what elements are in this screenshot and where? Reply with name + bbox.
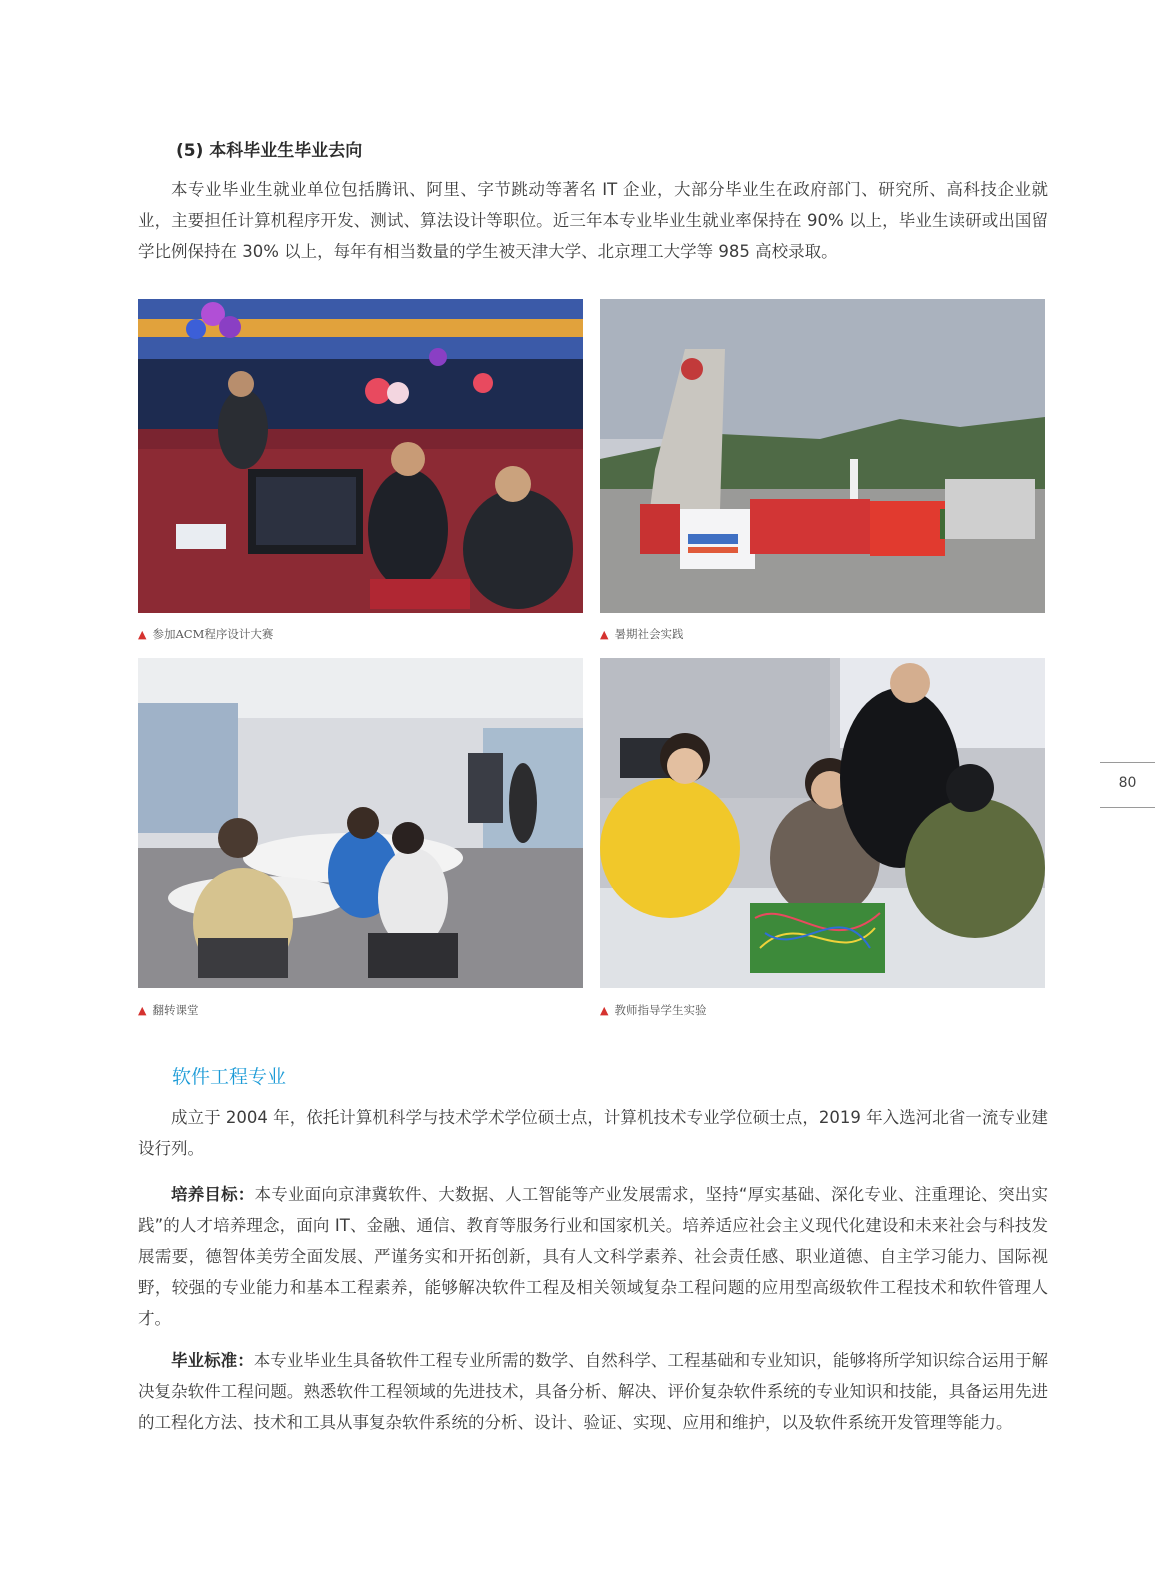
training-goal-text: 本专业面向京津冀软件、大数据、人工智能等产业发展需求，坚持“厚实基础、深化专业、注重理论、突出实践”的人才培养理念，面向 IT、金融、通信、教育等服务行业和国家机关。培养适应社会主义现代化建设和未来社会与科技发展需要，德智体美劳全面发展、严谨务实和开拓创新，具有人文科学素养、社会责任感、职业道德、自主学习能力、国际视野，较强的专业能力和基本工程素养，能够解决软件工程及相关领域复杂工程问题的应用型高级软件工程技术和软件管理人才。 xyxy=(138,1185,1048,1328)
photo-caption: ▲ 暑期社会实践 xyxy=(600,627,684,641)
graduation-standard-paragraph xyxy=(138,1345,1048,1438)
red-triangle-icon: ▲ xyxy=(138,627,147,641)
photo-caption: ▲ 翻转课堂 xyxy=(138,1003,199,1017)
summer-practice-photo xyxy=(600,299,1045,613)
training-goal-label: 培养目标： xyxy=(171,1185,255,1204)
red-triangle-icon: ▲ xyxy=(600,1003,609,1017)
teacher-guiding-experiment-photo xyxy=(600,658,1045,988)
graduation-standard-label: 毕业标准： xyxy=(171,1351,254,1370)
red-triangle-icon: ▲ xyxy=(600,627,609,641)
flipped-classroom-photo xyxy=(138,658,583,988)
section-heading: (5) 本科毕业生毕业去向 xyxy=(176,141,363,161)
graduation-standard-text: 本专业毕业生具备软件工程专业所需的数学、自然科学、工程基础和专业知识，能够将所学知识综合运用于解决复杂软件工程问题。熟悉软件工程领域的先进技术，具备分析、解决、评价复杂软件系统的专业知识和技能，具备运用先进的工程化方法、技术和工具从事复杂软件系统的分析、设计、验证、实现、应用和维护，以及软件系统开发管理等能力。 xyxy=(138,1351,1049,1432)
photo-caption: ▲ 教师指导学生实验 xyxy=(600,1003,707,1017)
graduate-destination-paragraph: 本专业毕业生就业单位包括腾讯、阿里、字节跳动等著名 IT 企业，大部分毕业生在政府部门、研究所、高科技企业就业，主要担任计算机程序开发、测试、算法设计等职位。近三年本专业毕业生就业率保持在 90% 以上，毕业生读研或出国留学比例保持在 30% 以上，每年有相当数量的学生被天津大学、北京理工大学等 985 高校录取。 xyxy=(138,180,1048,261)
major-title: 软件工程专业 xyxy=(172,1066,287,1088)
major-intro-paragraph: 成立于 2004 年，依托计算机科学与技术学术学位硕士点，计算机技术专业学位硕士点，2019 年入选河北省一流专业建设行列。 xyxy=(138,1108,1048,1158)
page-number-box xyxy=(1100,762,1155,808)
acm-contest-photo xyxy=(138,299,583,613)
red-triangle-icon: ▲ xyxy=(138,1003,147,1017)
page-number: 80 xyxy=(1118,775,1137,791)
training-goal-paragraph xyxy=(138,1179,1048,1334)
photo-caption: ▲ 参加ACM程序设计大赛 xyxy=(138,627,274,641)
